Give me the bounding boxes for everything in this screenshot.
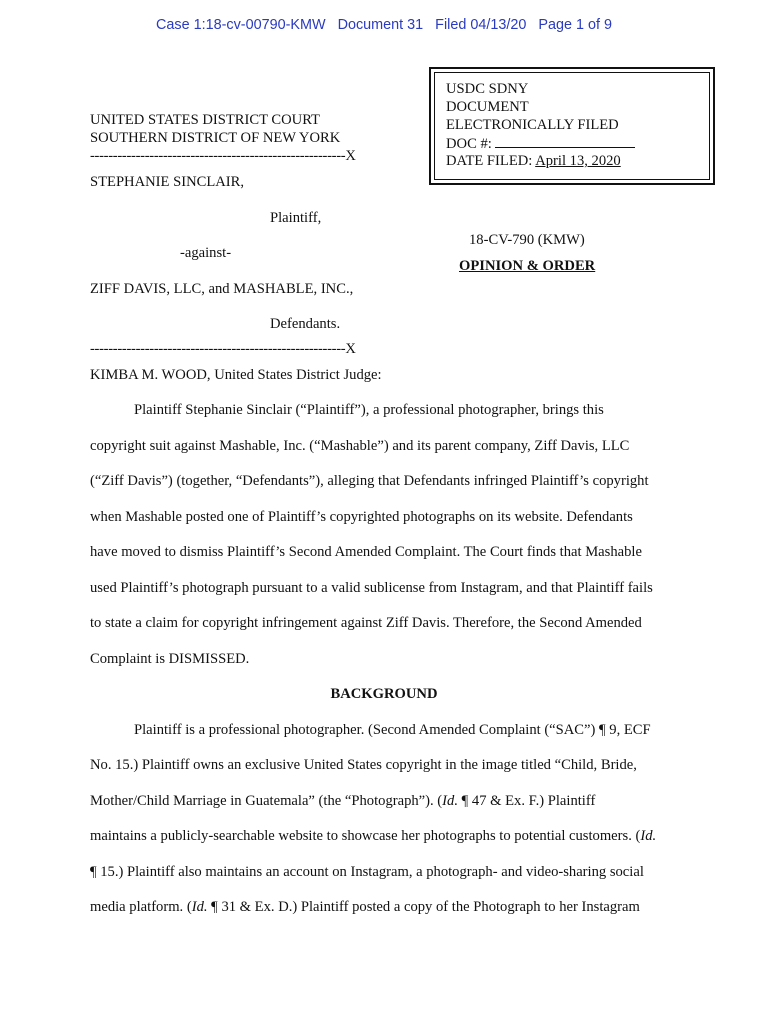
- judge-line: KIMBA M. WOOD, United States District Judge:: [90, 367, 382, 383]
- background-line-6: [90, 899, 640, 916]
- defendants-name: ZIFF DAVIS, LLC, and MASHABLE, INC.,: [90, 281, 354, 297]
- stamp-electronically-filed: ELECTRONICALLY FILED: [446, 117, 619, 133]
- intro-line-3: (“Ziff Davis”) (together, “Defendants”), alleging that Defendants infringed Plaintiff’s copyright: [90, 473, 649, 489]
- citation-id-1: Id.: [442, 793, 458, 809]
- background-line-2: No. 15.) Plaintiff owns an exclusive United States copyright in the image titled “Child, Bride,: [90, 757, 637, 773]
- background-line-5: ¶ 15.) Plaintiff also maintains an account on Instagram, a photograph- and video-sharing social: [90, 864, 644, 880]
- background-line-3-a: Mother/Child Marriage in Guatemala” (the “Photograph”). (: [90, 793, 443, 809]
- ecf-header: Case 1:18-cv-00790-KMW Document 31 Filed 04/13/20 Page 1 of 9: [156, 17, 612, 33]
- plaintiff-name: STEPHANIE SINCLAIR,: [90, 174, 245, 190]
- background-line-3-b: ¶ 47 & Ex. F.) Plaintiff: [457, 793, 596, 809]
- caption-divider-bottom: --------------------------------------------------------X: [90, 341, 356, 357]
- stamp-doc-blank: [495, 135, 635, 148]
- intro-line-5: have moved to dismiss Plaintiff’s Second Amended Complaint. The Court finds that Mashable: [90, 544, 642, 560]
- citation-id-2: Id.: [640, 828, 657, 844]
- intro-line-8: Complaint is DISMISSED.: [90, 651, 250, 667]
- filing-stamp-inner-border: [434, 72, 710, 180]
- intro-line-2: copyright suit against Mashable, Inc. (“Mashable”) and its parent company, Ziff Davis, LLC: [90, 438, 630, 454]
- background-line-1: Plaintiff is a professional photographer. (Second Amended Complaint (“SAC”) ¶ 9, ECF: [134, 722, 651, 738]
- document-title: OPINION & ORDER: [459, 258, 596, 274]
- filing-stamp: [429, 67, 715, 185]
- citation-id-3: Id.: [191, 899, 208, 915]
- background-line-3: [90, 793, 595, 810]
- plaintiff-label: Plaintiff,: [270, 210, 322, 226]
- background-line-6-b: ¶ 31 & Ex. D.) Plaintiff posted a copy of the Photograph to her Instagram: [207, 899, 640, 915]
- stamp-doc-label: DOC #:: [446, 136, 492, 152]
- stamp-document: DOCUMENT: [446, 99, 529, 115]
- stamp-date-label: DATE FILED:: [446, 153, 533, 169]
- court-name-line2: SOUTHERN DISTRICT OF NEW YORK: [90, 130, 341, 146]
- intro-line-1: Plaintiff Stephanie Sinclair (“Plaintiff”), a professional photographer, brings this: [134, 402, 604, 418]
- background-line-4: [90, 828, 656, 845]
- background-line-4-a: maintains a publicly-searchable website to showcase her photographs to potential customers. (: [90, 828, 641, 844]
- intro-line-7: to state a claim for copyright infringement against Ziff Davis. Therefore, the Second Amended: [90, 615, 642, 631]
- intro-line-6: used Plaintiff’s photograph pursuant to a valid sublicense from Instagram, and that Plaintiff fails: [90, 580, 653, 596]
- stamp-date-filed: [446, 153, 621, 170]
- stamp-court: USDC SDNY: [446, 81, 529, 97]
- intro-line-4: when Mashable posted one of Plaintiff’s copyrighted photographs on its website. Defendants: [90, 509, 633, 525]
- background-heading: BACKGROUND: [330, 686, 438, 702]
- against-label: -against-: [180, 245, 232, 261]
- stamp-doc-number: [446, 135, 635, 153]
- caption-divider-top: --------------------------------------------------------X: [90, 148, 356, 164]
- background-line-6-a: media platform. (: [90, 899, 192, 915]
- stamp-date-value: April 13, 2020: [535, 153, 621, 169]
- defendants-label: Defendants.: [270, 316, 341, 332]
- case-number: 18-CV-790 (KMW): [469, 232, 585, 248]
- court-name-line1: UNITED STATES DISTRICT COURT: [90, 112, 320, 128]
